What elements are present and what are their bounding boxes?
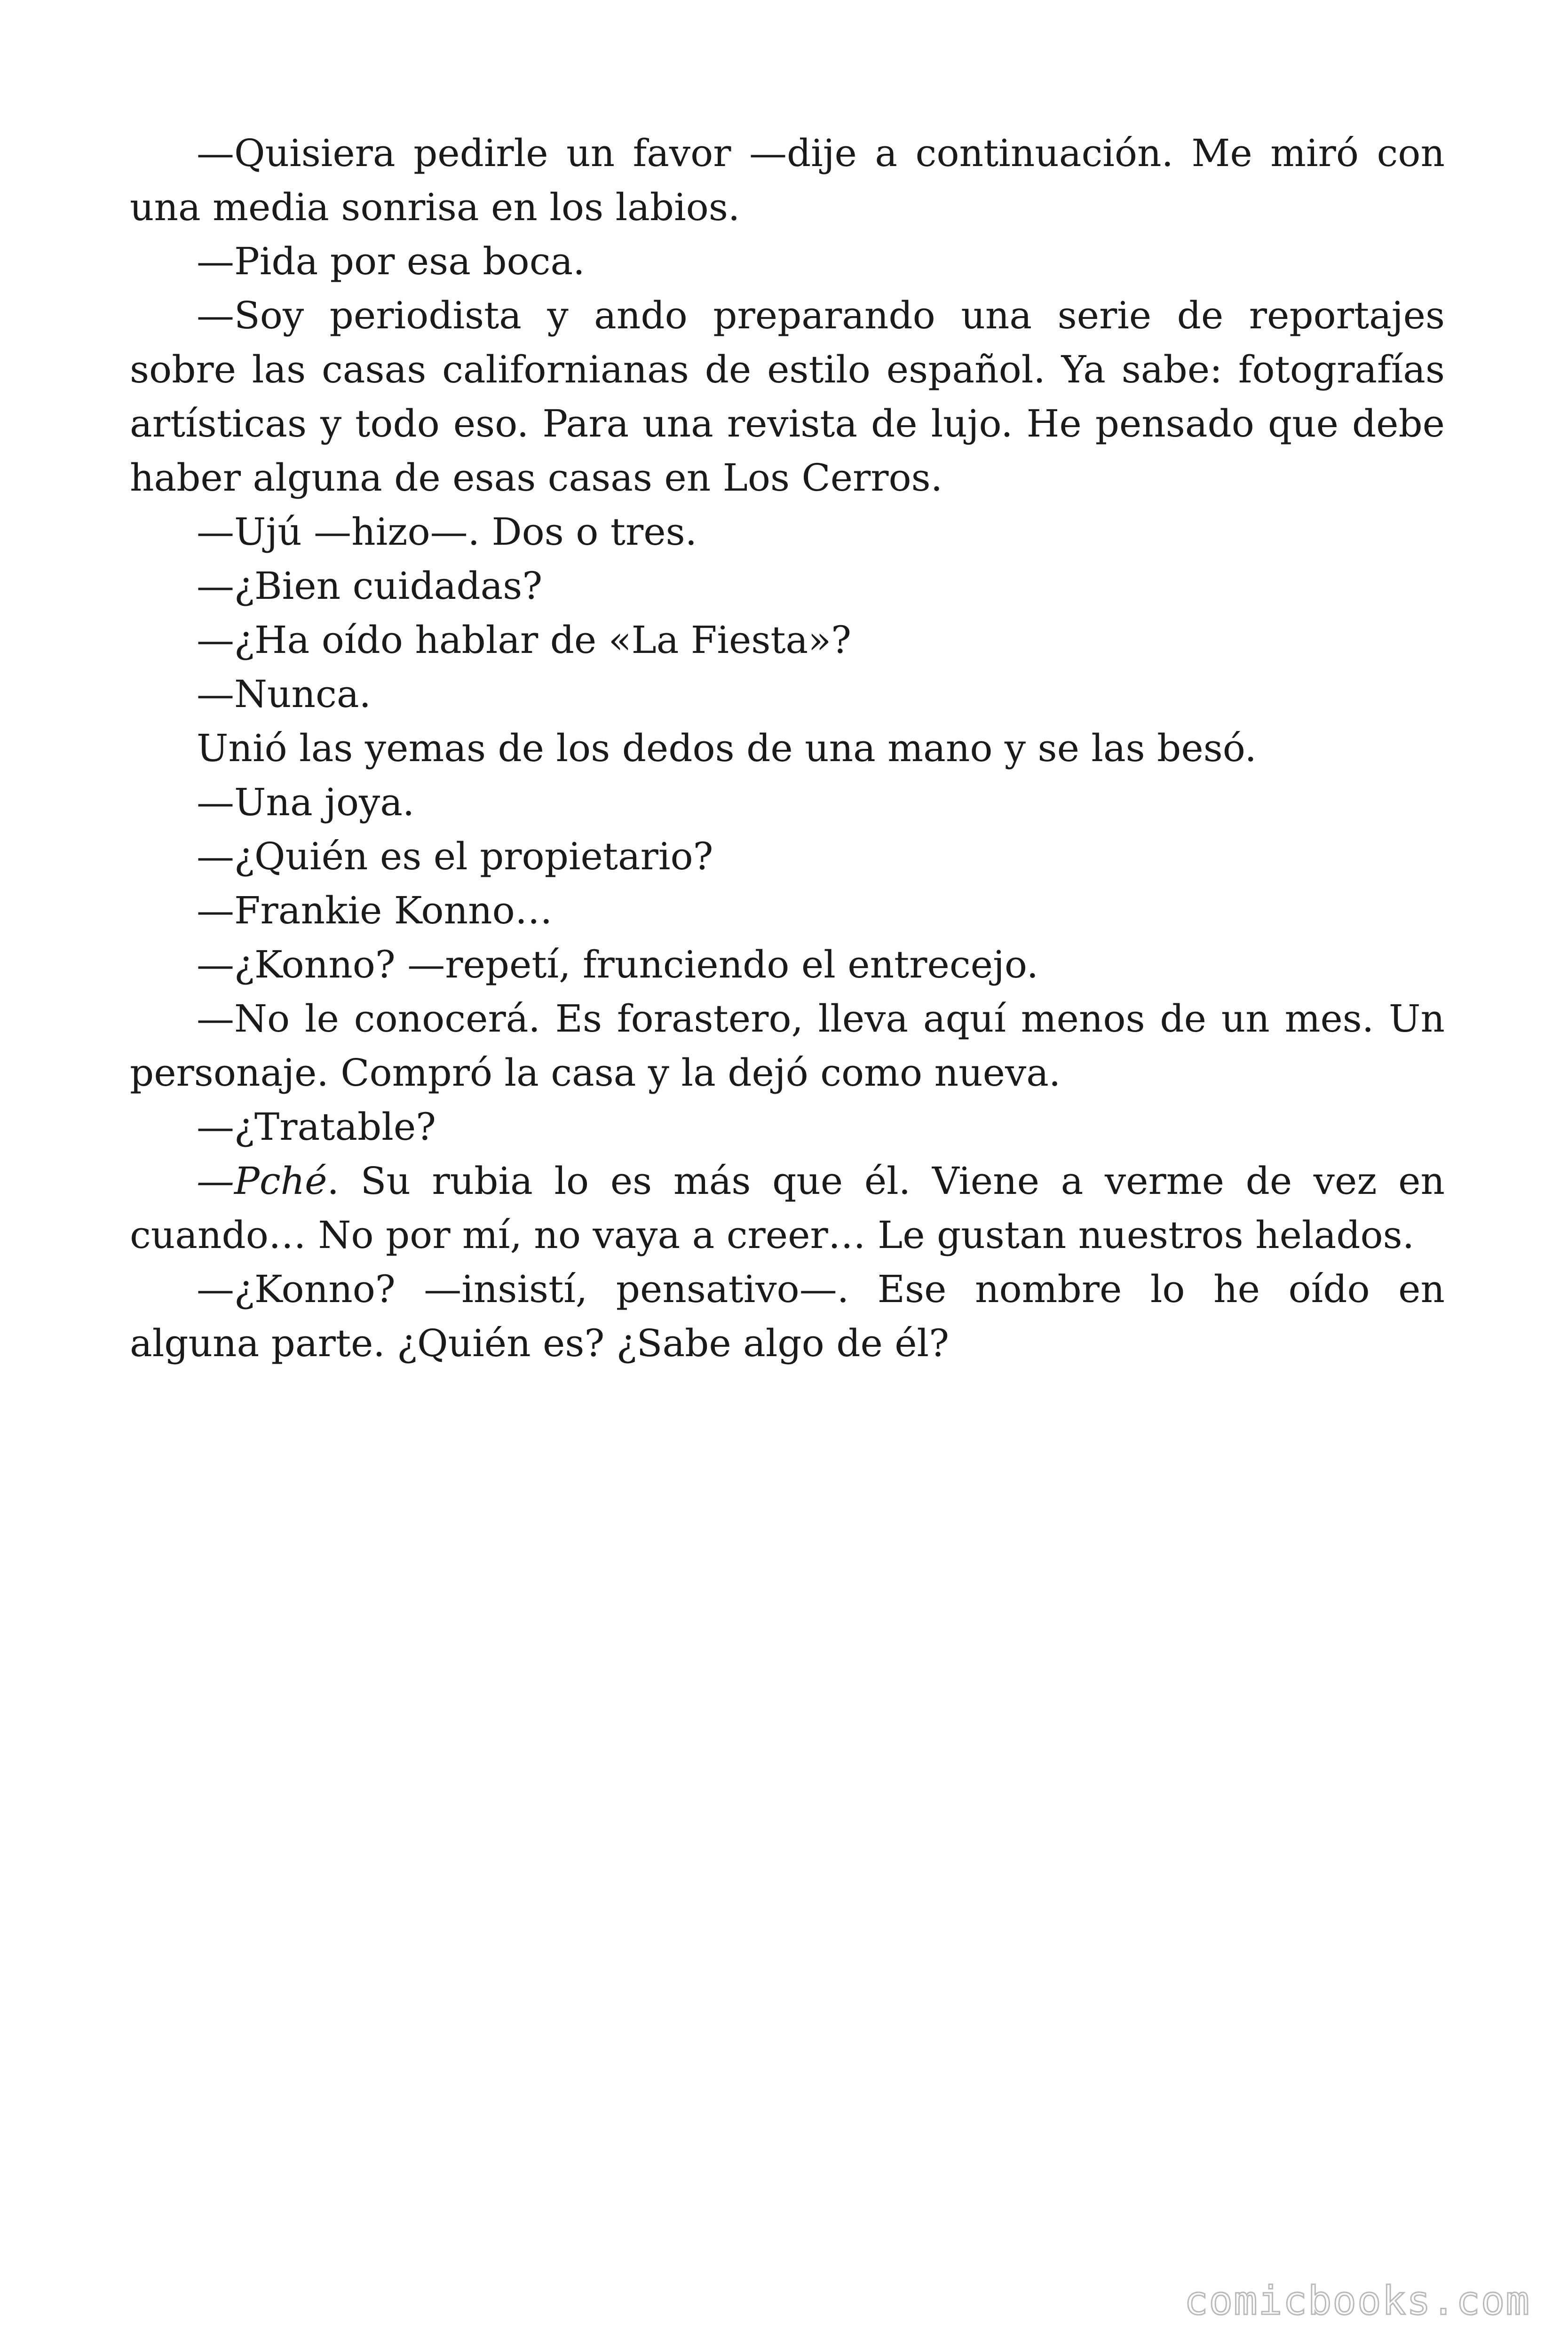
paragraph-pche <box>130 1154 1445 1262</box>
paragraph: —No le conocerá. Es forastero, lleva aquí menos de un mes. Un personaje. Compró la casa y la dejó como nueva. <box>130 997 1445 1095</box>
paragraph: —Soy periodista y ando preparando una serie de reportajes sobre las casas californianas de estilo español. Ya sabe: fotografías artísticas y todo eso. Para una revista de lujo. He pensado que debe haber alguna de esas casas en Los Cerros. <box>130 294 1445 500</box>
paragraph: —¿Quién es el propietario? <box>197 834 713 878</box>
paragraph: —¿Tratable? <box>197 1105 436 1149</box>
paragraph: —¿Bien cuidadas? <box>197 564 543 608</box>
paragraph: Unió las yemas de los dedos de una mano y se las besó. <box>197 726 1257 770</box>
paragraph-rest: . Su rubia lo es más que él. Viene a verme de vez en cuando… No por mí, no vaya a creer… Le gustan nuestros helados. <box>130 1159 1445 1257</box>
paragraph: —Una joya. <box>197 780 415 824</box>
watermark-text: comicbooks.com <box>1184 2278 1530 2324</box>
paragraph: —Ujú —hizo—. Dos o tres. <box>197 510 697 554</box>
paragraph: —Frankie Konno… <box>197 889 553 932</box>
paragraph: —Pida por esa boca. <box>197 239 585 283</box>
paragraph: —Quisiera pedirle un favor —dije a continuación. Me miró con una media sonrisa en los labios. <box>130 131 1445 229</box>
italic-word: —Pché <box>197 1159 327 1203</box>
paragraph: —¿Konno? —insistí, pensativo—. Ese nombre lo he oído en alguna parte. ¿Quién es? ¿Sabe algo de él? <box>130 1267 1445 1365</box>
paragraph: —¿Ha oído hablar de «La Fiesta»? <box>197 618 852 662</box>
paragraph: —¿Konno? —repetí, frunciendo el entrecejo. <box>197 943 1038 986</box>
paragraph: —Nunca. <box>197 672 371 716</box>
page-text <box>130 126 1445 1370</box>
